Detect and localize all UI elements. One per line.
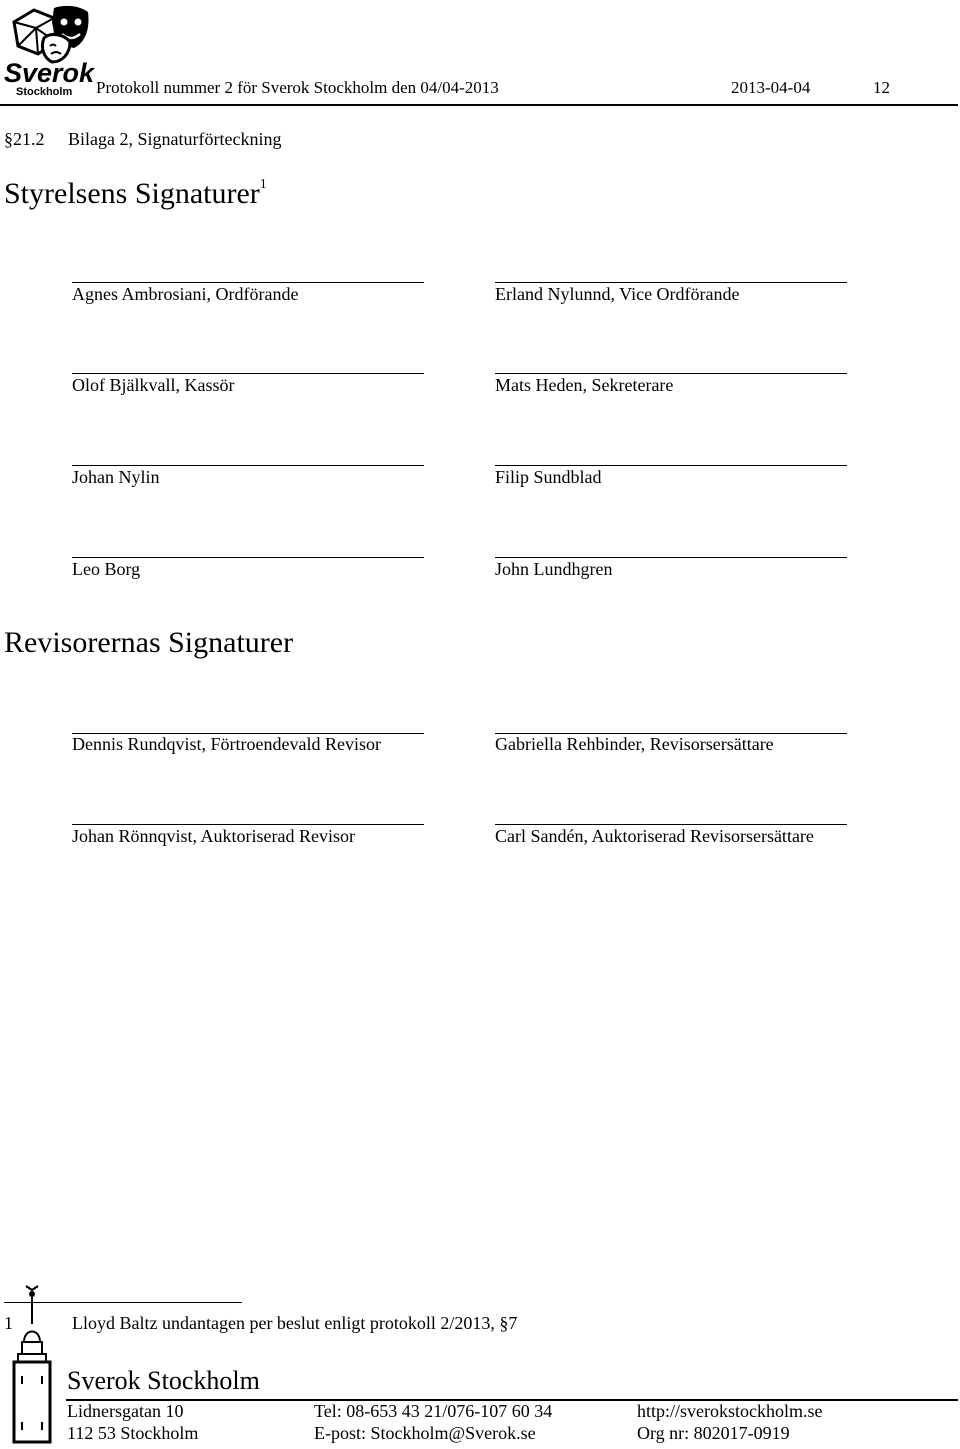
footer-address-line1: Lidnersgatan 10 xyxy=(67,1401,184,1421)
footnote-text: Lloyd Baltz undantagen per beslut enligt protokoll 2/2013, §7 xyxy=(72,1313,518,1333)
footnote-ref: 1 xyxy=(259,177,267,192)
document-date: 2013-04-04 xyxy=(731,78,811,97)
footer-website-link[interactable]: http://sverokstockholm.se xyxy=(637,1401,823,1421)
header-divider xyxy=(0,104,958,106)
signature-line xyxy=(495,465,847,466)
signature-label: Mats Heden, Sekreterare xyxy=(495,375,674,395)
signature-line xyxy=(72,465,424,466)
board-heading-text: Styrelsens Signaturer xyxy=(4,177,260,210)
signature-label: John Lundhgren xyxy=(495,559,613,579)
footer-phone: Tel: 08-653 43 21/076-107 60 34 xyxy=(314,1401,553,1421)
signature-label: Filip Sundblad xyxy=(495,467,602,487)
footer-org-name: Sverok Stockholm xyxy=(67,1366,260,1395)
footnote-number: 1 xyxy=(4,1313,13,1333)
footer-email[interactable]: E-post: Stockholm@Sverok.se xyxy=(314,1423,536,1443)
logo-wordmark: Sverok xyxy=(4,58,95,88)
document-title: Protokoll nummer 2 för Sverok Stockholm den 04/04-2013 xyxy=(96,78,499,97)
section-title: Bilaga 2, Signaturförteckning xyxy=(68,129,282,149)
signature-label: Olof Bjälkvall, Kassör xyxy=(72,375,235,395)
footer-address-line2: 112 53 Stockholm xyxy=(67,1423,199,1443)
signature-label: Johan Nylin xyxy=(72,467,160,487)
signature-line xyxy=(495,557,847,558)
signature-line xyxy=(72,557,424,558)
sverok-logo xyxy=(4,2,96,98)
section-number: §21.2 xyxy=(4,129,45,149)
signature-label: Leo Borg xyxy=(72,559,141,579)
footer-org-number: Org nr: 802017-0919 xyxy=(637,1423,790,1443)
section-heading xyxy=(4,129,281,150)
signature-label: Johan Rönnqvist, Auktoriserad Revisor xyxy=(72,826,355,846)
city-hall-icon xyxy=(2,1284,60,1444)
logo-subtext: Stockholm xyxy=(16,86,73,98)
page-number: 12 xyxy=(873,78,890,97)
signature-line xyxy=(72,824,424,825)
signature-label: Agnes Ambrosiani, Ordförande xyxy=(72,284,299,304)
signature-line xyxy=(72,282,424,283)
signature-line xyxy=(495,824,847,825)
signature-label: Gabriella Rehbinder, Revisorsersättare xyxy=(495,734,774,754)
auditors-heading: Revisorernas Signaturer xyxy=(4,626,294,659)
signature-label: Carl Sandén, Auktoriserad Revisorsersättare xyxy=(495,826,814,846)
signature-line xyxy=(72,373,424,374)
board-heading xyxy=(4,177,267,211)
signature-label: Dennis Rundqvist, Förtroendevald Revisor xyxy=(72,734,381,754)
signature-line xyxy=(495,282,847,283)
signature-label: Erland Nylunnd, Vice Ordförande xyxy=(495,284,740,304)
signature-line xyxy=(495,373,847,374)
